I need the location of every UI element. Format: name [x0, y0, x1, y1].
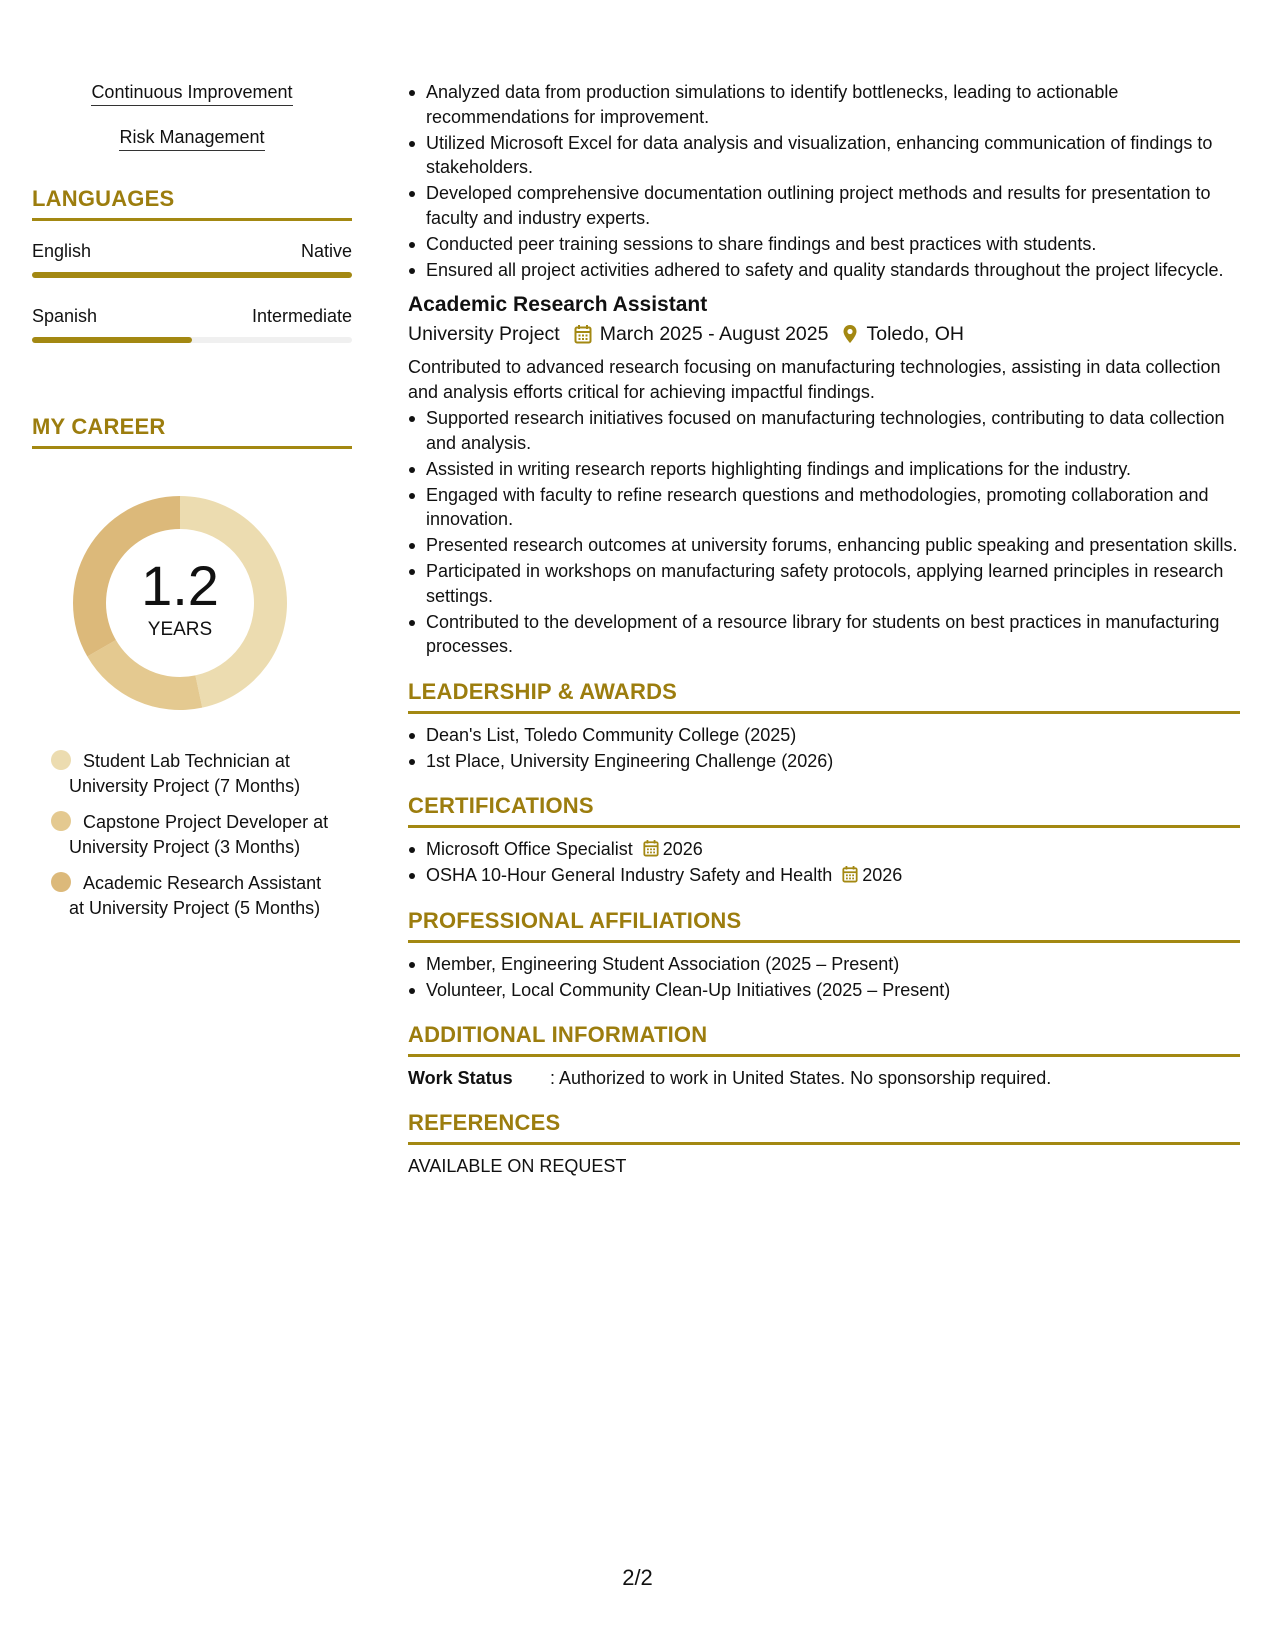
award-item: 1st Place, University Engineering Challenge (2026) [408, 749, 1240, 774]
language-level: Intermediate [251, 306, 352, 326]
job-dates: March 2025 - August 2025 [599, 323, 829, 345]
work-status-label: Work Status [408, 1068, 513, 1088]
certification-name: Microsoft Office Specialist [426, 839, 633, 859]
references-text: AVAILABLE ON REQUEST [408, 1156, 627, 1176]
job-location: Toledo, OH [866, 323, 965, 345]
language-proficiency-bar [32, 337, 352, 343]
career-total-value: 1.2 [141, 554, 219, 617]
certification-item [408, 863, 1240, 888]
job-meta [408, 319, 1240, 349]
certifications-section [408, 791, 1240, 888]
references-section [408, 1108, 1240, 1178]
certifications-heading: CERTIFICATIONS [408, 791, 1240, 828]
career-heading: MY CAREER [32, 412, 352, 449]
career-donut-chart [64, 487, 296, 719]
bullet-item: Developed comprehensive documentation outlining project methods and results for presentation to faculty and industry experts. [408, 181, 1240, 230]
location-pin-icon [842, 324, 858, 344]
career-legend-item: Student Lab Technician at University Project (7 Months) [51, 749, 341, 799]
bullet-item: Engaged with faculty to refine research questions and methodologies, promoting collaboration and innovation. [408, 483, 1240, 532]
job-organization: University Project [408, 323, 560, 345]
language-name: English [32, 241, 92, 261]
language-proficiency-fill [32, 337, 192, 343]
left-column [32, 80, 352, 932]
previous-job-bullets [408, 80, 1240, 282]
additional-info-section [408, 1020, 1240, 1090]
right-column [408, 80, 1240, 1178]
additional-info-heading: ADDITIONAL INFORMATION [408, 1020, 1240, 1057]
skill-tag: Continuous Improvement [32, 80, 352, 106]
job-description: Contributed to advanced research focusing on manufacturing technologies, assisting in data collection and analysis efforts critical for achieving impactful findings. [408, 357, 1221, 402]
certification-item [408, 837, 1240, 862]
affiliations-heading: PROFESSIONAL AFFILIATIONS [408, 906, 1240, 943]
certification-year: 2026 [862, 865, 903, 885]
job-bullets [408, 406, 1240, 659]
award-item: Dean's List, Toledo Community College (2025) [408, 723, 1240, 748]
bullet-item: Assisted in writing research reports highlighting findings and implications for the industry. [408, 457, 1240, 482]
legend-dot [51, 811, 71, 831]
language-proficiency-fill [32, 272, 352, 278]
skill-tag: Risk Management [32, 125, 352, 151]
leadership-heading: LEADERSHIP & AWARDS [408, 677, 1240, 714]
affiliations-section [408, 906, 1240, 1003]
work-status-value: : Authorized to work in United States. No sponsorship required. [550, 1068, 1052, 1088]
language-proficiency-bar [32, 272, 352, 278]
career-legend-item: Academic Research Assistant at University Project (5 Months) [51, 871, 341, 921]
bullet-item: Participated in workshops on manufacturing safety protocols, applying learned principles in research settings. [408, 559, 1240, 608]
job-title: Academic Research Assistant [408, 293, 708, 316]
bullet-item: Contributed to the development of a resource library for students on best practices in manufacturing processes. [408, 610, 1240, 659]
calendar-icon [574, 324, 592, 344]
affiliation-item: Volunteer, Local Community Clean-Up Initiatives (2025 – Present) [408, 978, 1240, 1003]
language-level: Native [300, 241, 352, 261]
bullet-item: Conducted peer training sessions to share findings and best practices with students. [408, 232, 1240, 257]
calendar-icon [842, 865, 858, 883]
career-legend-item: Capstone Project Developer at University Project (3 Months) [51, 810, 341, 860]
legend-dot [51, 872, 71, 892]
language-entry [32, 239, 352, 278]
bullet-item: Supported research initiatives focused on manufacturing technologies, contributing to data collection and analysis. [408, 406, 1240, 455]
work-status-row [408, 1066, 1240, 1090]
languages-heading: LANGUAGES [32, 184, 352, 221]
job-entry [408, 291, 1240, 659]
career-section [32, 412, 352, 921]
leadership-section [408, 677, 1240, 774]
bullet-item: Ensured all project activities adhered to safety and quality standards throughout the project lifecycle. [408, 258, 1240, 283]
bullet-item: Presented research outcomes at university forums, enhancing public speaking and presentation skills. [408, 533, 1240, 558]
page-number: 2/2 [622, 1565, 653, 1590]
references-heading: REFERENCES [408, 1108, 1240, 1145]
calendar-icon [643, 839, 659, 857]
career-legend [32, 749, 352, 921]
language-name: Spanish [32, 306, 98, 326]
bullet-item: Analyzed data from production simulations to identify bottlenecks, leading to actionable recommendations for improvement. [408, 80, 1240, 129]
certification-name: OSHA 10-Hour General Industry Safety and Health [426, 865, 833, 885]
bullet-item: Utilized Microsoft Excel for data analysis and visualization, enhancing communication of findings to stakeholders. [408, 131, 1240, 180]
certification-year: 2026 [662, 839, 703, 859]
language-entry [32, 304, 352, 343]
legend-dot [51, 750, 71, 770]
career-total-unit: YEARS [147, 619, 213, 640]
languages-section [32, 184, 352, 343]
affiliation-item: Member, Engineering Student Association (2025 – Present) [408, 952, 1240, 977]
